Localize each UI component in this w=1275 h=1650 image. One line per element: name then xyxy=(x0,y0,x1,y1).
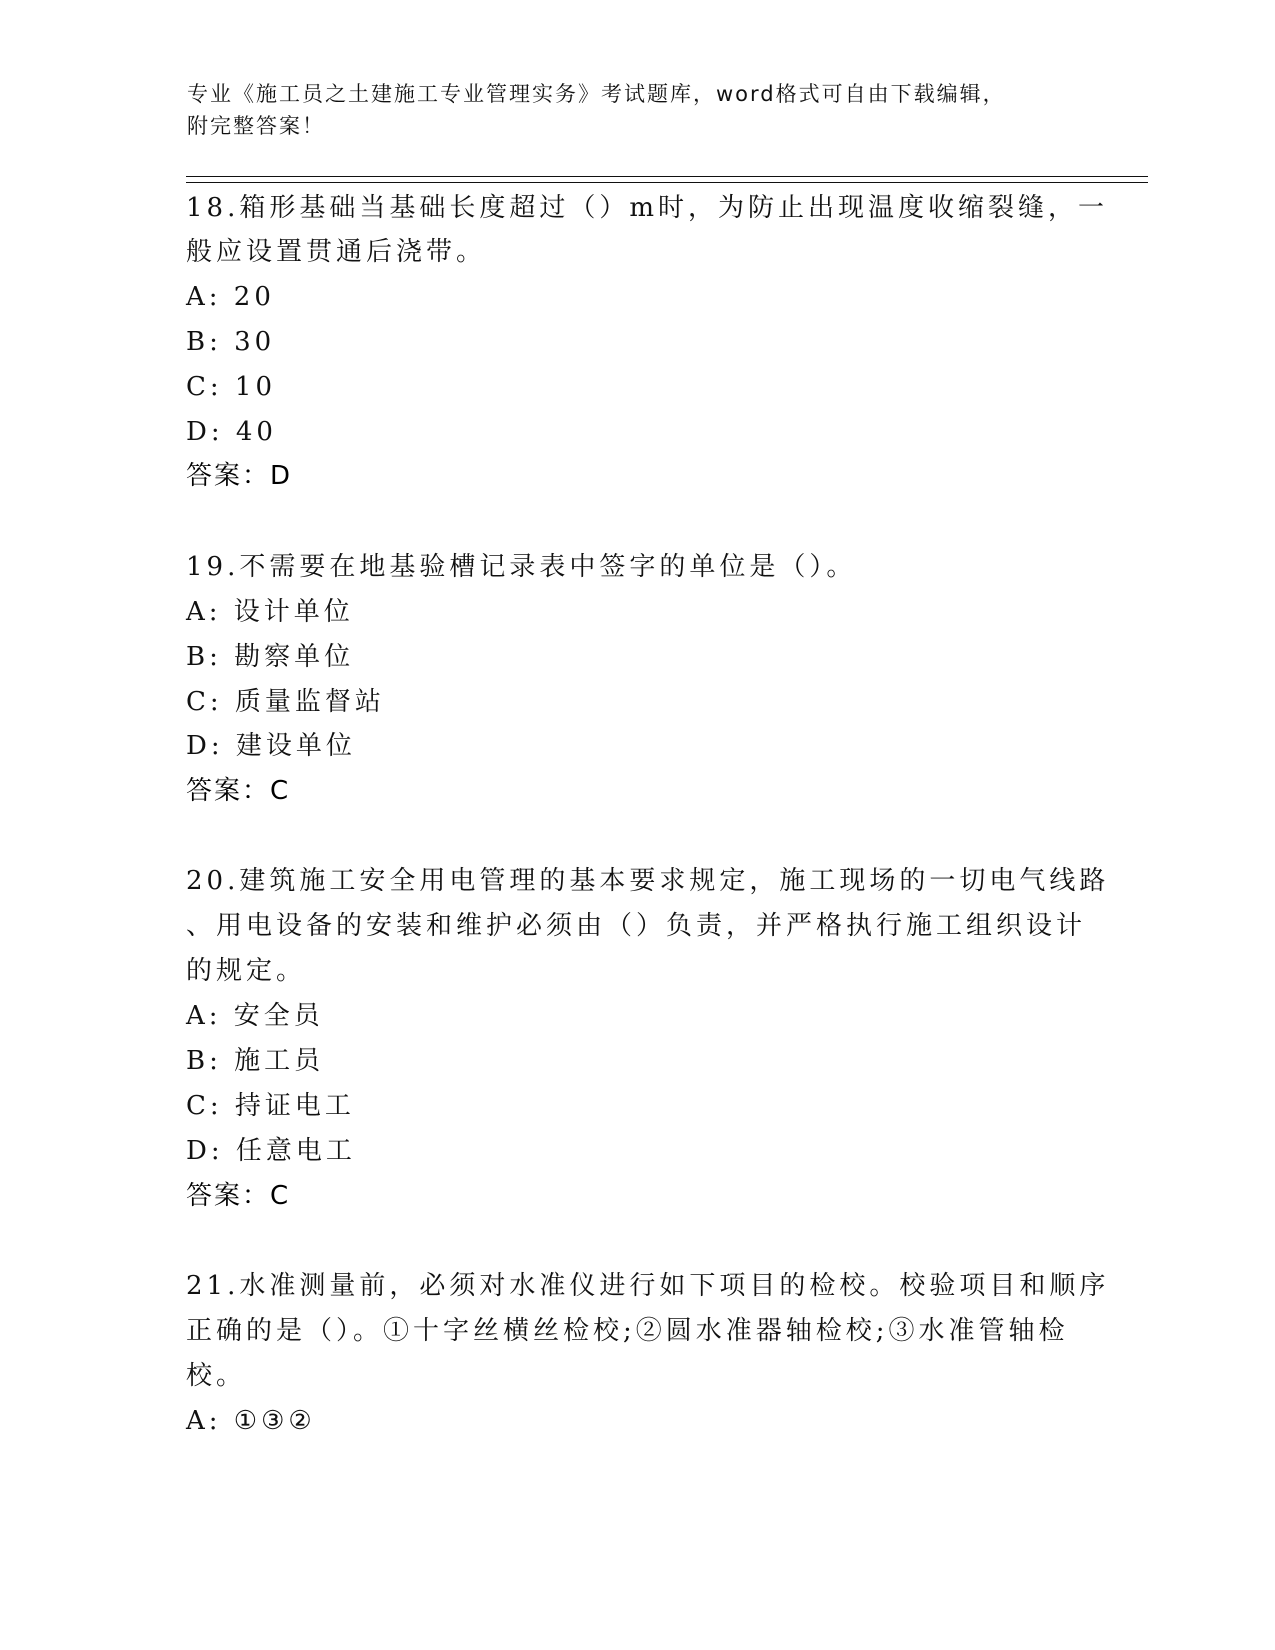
option-a: A: 安全员 xyxy=(186,1001,324,1031)
question-stem-line: 的规定。 xyxy=(186,956,307,986)
question-stem-line: 正确的是（）。①十字丝横丝检校;②圆水准器轴检校;③水准管轴检 xyxy=(186,1316,1069,1346)
option-a: A: 20 xyxy=(186,282,275,312)
question-stem-line: 般应设置贯通后浇带。 xyxy=(186,237,487,267)
question-stem-line: 、用电设备的安装和维护必须由（）负责，并严格执行施工组织设计 xyxy=(186,911,1087,941)
question-stem-line: 20.建筑施工安全用电管理的基本要求规定，施工现场的一切电气线路 xyxy=(186,866,1110,896)
option-c: C: 质量监督站 xyxy=(186,687,385,717)
question-stem-line: 19.不需要在地基验槽记录表中签字的单位是（）。 xyxy=(186,552,857,582)
option-d: D: 建设单位 xyxy=(186,731,356,761)
header-line-1: 专业《施工员之土建施工专业管理实务》考试题库，word格式可自由下载编辑， xyxy=(187,82,1006,106)
answer: 答案：D xyxy=(186,461,293,491)
option-b: B: 勘察单位 xyxy=(186,642,355,672)
header-divider-bottom xyxy=(186,182,1148,183)
answer: 答案：C xyxy=(186,1181,291,1211)
option-d: D: 40 xyxy=(186,417,277,447)
option-c: C: 持证电工 xyxy=(186,1091,355,1121)
option-b: B: 30 xyxy=(186,327,276,357)
option-a: A: ①③② xyxy=(186,1406,316,1436)
header-divider-top xyxy=(186,176,1148,177)
question-stem-line: 校。 xyxy=(186,1361,247,1391)
answer: 答案：C xyxy=(186,776,291,806)
option-d: D: 任意电工 xyxy=(186,1136,356,1166)
option-b: B: 施工员 xyxy=(186,1046,325,1076)
option-c: C: 10 xyxy=(186,372,277,402)
question-stem-line: 18.箱形基础当基础长度超过（）m时，为防止出现温度收缩裂缝，一 xyxy=(186,193,1109,223)
header-line-2: 附完整答案！ xyxy=(187,114,325,138)
option-a: A: 设计单位 xyxy=(186,597,354,627)
question-stem-line: 21.水准测量前，必须对水准仪进行如下项目的检校。校验项目和顺序 xyxy=(186,1271,1110,1301)
